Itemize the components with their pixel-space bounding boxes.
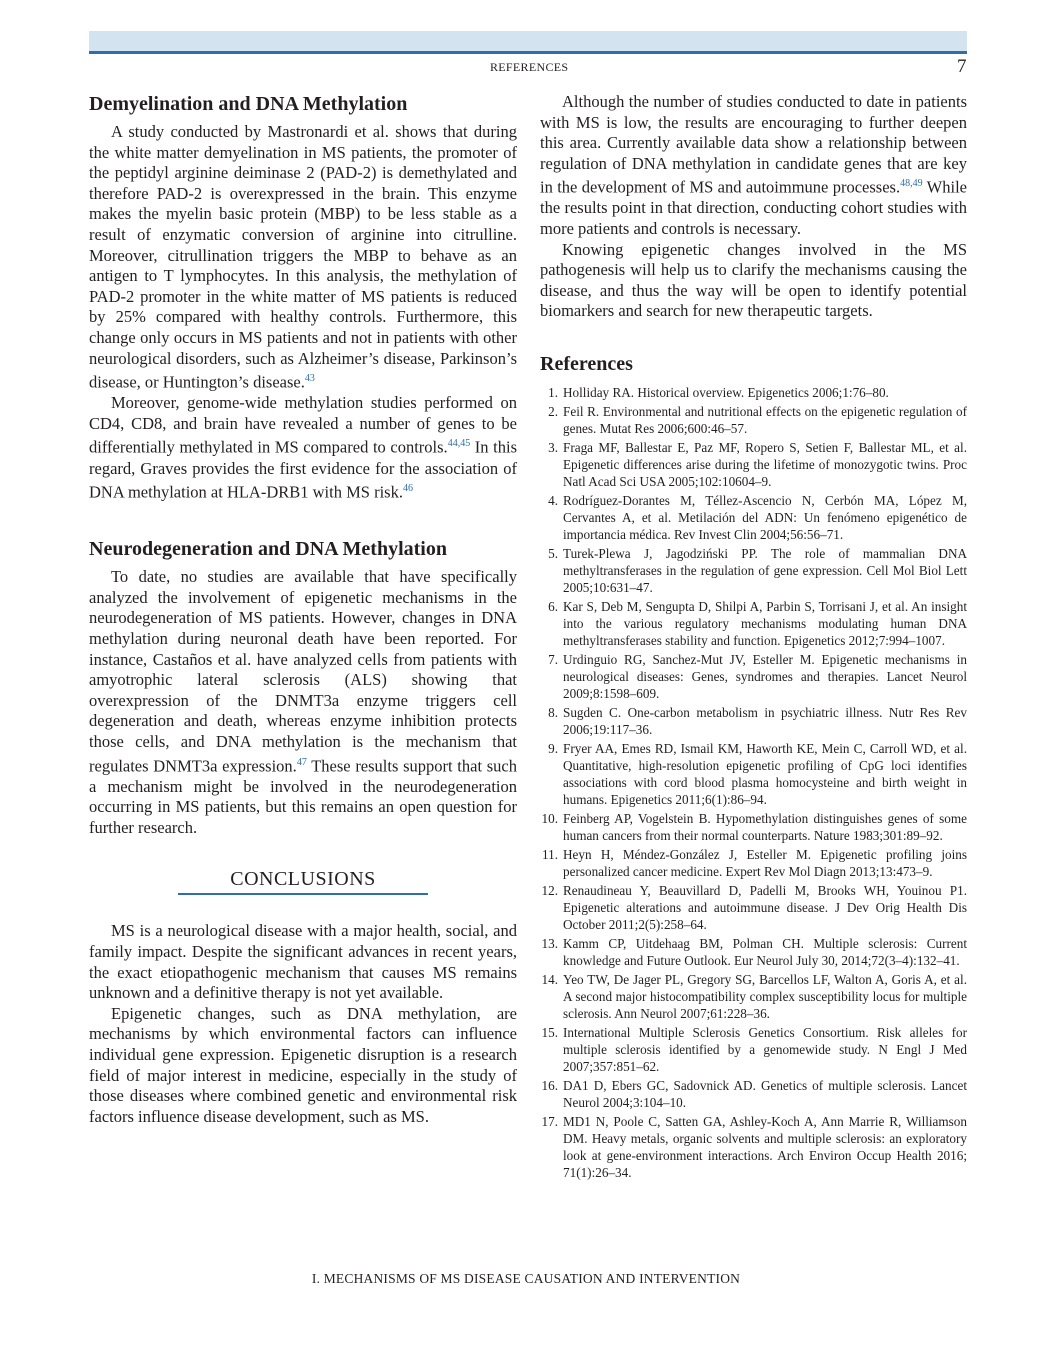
reference-number: 12. — [541, 883, 558, 899]
reference-item — [540, 1113, 967, 1181]
reference-item — [540, 935, 967, 969]
reference-number: 9. — [548, 741, 558, 757]
reference-number: 14. — [541, 972, 558, 988]
reference-item — [540, 1024, 967, 1075]
references-title: References — [540, 353, 633, 376]
reference-list — [540, 384, 967, 1181]
citation-link[interactable]: 48,49 — [900, 178, 923, 190]
reference-item — [540, 384, 967, 401]
reference-item — [540, 882, 967, 933]
reference-item — [540, 439, 967, 490]
reference-text: Heyn H, Méndez-González J, Esteller M. Epigenetic profiling joins personalized cancer medicine. Expert Rev Mol Diagn 2013;13:473–9. — [563, 847, 967, 880]
reference-item — [540, 704, 967, 738]
reference-number: 1. — [548, 385, 558, 401]
reference-text: Turek-Plewa J, Jagodziński PP. The role of mammalian DNA methyltransferases in the regulation of gene expression. Cell Mol Biol Lett 2005;10:631–47. — [563, 546, 967, 596]
reference-text: International Multiple Sclerosis Genetics Consortium. Risk alleles for multiple sclerosis identified by a genomewide study. N Engl J Med 2007;357:851–62. — [563, 1025, 967, 1075]
paragraph: To date, no studies are available that have specifically analyzed the involvement of epigenetic mechanisms in the neurodegeneration of MS patients. However, changes in DNA methylation during neuronal death have been reported. For instance, Castaños et al. have analyzed cells from patients with amyotrophic lateral sclerosis (ALS) showing that overexpression of the DNMT3a enzyme triggers cell degeneration and death, whereas enzyme inhibition protects those cells, and DNA methylation is the mechanism that regulates DNMT3a expression.$^{47}$ These results support that such a mechanism might be involved in the neurodegeneration occurring in MS patients, but this remains an open question for further research. — [89, 567, 517, 837]
reference-text: Yeo TW, De Jager PL, Gregory SG, Barcellos LF, Walton A, Goris A, et al. A second major histocompatibility complex susceptibility locus for multiple sclerosis. Ann Neurol 2007;61:228–36. — [563, 972, 967, 1022]
reference-text: Feil R. Environmental and nutritional effects on the epigenetic regulation of genes. Mutat Res 2006;600:46–57. — [563, 404, 967, 437]
reference-text: Holliday RA. Historical overview. Epigenetics 2006;1:76–80. — [563, 385, 889, 401]
header-bar — [89, 31, 967, 54]
reference-text: Fryer AA, Emes RD, Ismail KM, Haworth KE, Mein C, Carroll WD, et al. Quantitative, high-resolution epigenetic profiling of CpG loci identifies associations with cord blood plasma homocysteine and birth weight in humans. Epigenetics 2011;6(1):86–94. — [563, 741, 967, 808]
reference-number: 10. — [541, 811, 558, 827]
reference-text: Renaudineau Y, Beauvillard D, Padelli M, Brooks WH, Youinou P1. Epigenetic alterations and autoimmune disease. J Dev Orig Health Dis October 2011;2(5):258–64. — [563, 883, 967, 933]
reference-item — [540, 403, 967, 437]
paragraph: A study conducted by Mastronardi et al. shows that during the white matter demyelination in MS patients, the promoter of the peptidyl arginine deiminase 2 (PAD-2) is demethylated and therefore PAD-2 is overexpressed in the brain. This enzyme makes the myelin basic protein (MBP) to be less stable as a result of enzymatic conversion of arginine into citrulline. Moreover, citrullination triggers the MBP to behave as an antigen to T lymphocytes. In this analysis, the methylation of PAD-2 promoter in the white matter of MS patients is reduced by 25% compared with healthy controls. Furthermore, this change only occurs in MS patients and not in patients with other neurological disorders, such as Alzheimer’s disease, Parkinson’s disease, or Huntington’s disease.$^{43}$ — [89, 122, 517, 392]
page-number: 7 — [957, 56, 967, 77]
paragraph: Moreover, genome-wide methylation studies performed on CD4, CD8, and brain have revealed a number of genes to be differentially methylated in MS compared to controls.$^{44,45}$ In this regard, Graves provides the first evidence for the association of DNA methylation at HLA-DRB1 with MS risk.$^{46}$ — [89, 393, 518, 502]
paragraph: Epigenetic changes, such as DNA methylation, are mechanisms by which environmental factors can influence individual gene expression. Epigenetic disruption is a research field of major interest in medicine, especially in the study of those diseases where combined genetic and environmental risk factors influence disease development, such as MS. — [89, 1003, 517, 1126]
reference-text: Kar S, Deb M, Sengupta D, Shilpi A, Parbin S, Torrisani J, et al. An insight into the various regulatory mechanisms modulating human DNA methyltransferases stability and function. Epigenetics 2012;7:994–1007. — [563, 599, 967, 649]
reference-number: 17. — [541, 1114, 558, 1130]
conclusions-heading — [89, 868, 517, 895]
reference-number: 6. — [548, 599, 558, 615]
reference-number: 16. — [541, 1078, 558, 1094]
left-column — [89, 92, 517, 1127]
conclusions-title: CONCLUSIONS — [178, 868, 428, 895]
right-column — [540, 92, 967, 1183]
section-title-demyelination: Demyelination and DNA Methylation — [89, 93, 408, 115]
paragraph: MS is a neurological disease with a major health, social, and family impact. Despite the significant advances in recent years, the exact etiopathogenic mechanism that causes MS remains unknown and a definitive therapy is not yet available. — [89, 921, 517, 1003]
reference-number: 2. — [548, 404, 558, 420]
reference-item — [540, 971, 967, 1022]
reference-item — [540, 846, 967, 880]
reference-item — [540, 740, 967, 808]
reference-text: Rodríguez-Dorantes M, Téllez-Ascencio N, Cerbón MA, López M, Cervantes A, et al. Metilación del ADN: Un fenómeno epigenético de importancia médica. Rev Invest Clin 2004;56:56–71. — [563, 493, 967, 543]
citation-link[interactable]: 47 — [296, 756, 307, 768]
reference-text: Feinberg AP, Vogelstein B. Hypomethylation distinguishes genes of some human cancers from their normal counterparts. Nature 1983;301:89–92. — [563, 811, 967, 844]
reference-number: 15. — [541, 1025, 558, 1041]
reference-text: Urdinguio RG, Sanchez-Mut JV, Esteller M. Epigenetic mechanisms in neurological diseases: Genes, syndromes and therapies. Lancet Neurol 2009;8:1598–609. — [563, 652, 967, 702]
reference-item — [540, 651, 967, 702]
reference-text: Kamm CP, Uitdehaag BM, Polman CH. Multiple sclerosis: Current knowledge and Future Outlook. Eur Neurol July 30, 2014;72(3–4):132–41. — [563, 936, 967, 969]
paragraph: Although the number of studies conducted to date in patients with MS is low, the results are encouraging to further deepen this area. Currently available data show a relationship between regulation of DNA methylation in candidate genes that are key in the development of MS and autoimmune processes.$^{48,49}$ While the results point in that direction, conducting cohort studies with more patients and controls is necessary. — [540, 92, 967, 239]
citation-link[interactable]: 46 — [402, 483, 413, 495]
paragraph: Knowing epigenetic changes involved in the MS pathogenesis will help us to clarify the mechanisms causing the disease, and thus the way will be open to identify potential biomarkers and search for new therapeutic targets. — [540, 239, 967, 321]
reference-item — [540, 598, 967, 649]
reference-item — [540, 810, 967, 844]
reference-text: MD1 N, Poole C, Satten GA, Ashley-Koch A, Ann Marrie R, Williamson DM. Heavy metals, organic solvents and multiple sclerosis: an exploratory look at gene-environment interactions. Arch Environ Occup Health 2016; 71(1):26–34. — [563, 1114, 967, 1181]
reference-number: 3. — [548, 440, 558, 456]
reference-text: Sugden C. One-carbon metabolism in psychiatric illness. Nutr Res Rev 2006;19:117–36. — [563, 705, 967, 738]
footer-text: I. MECHANISMS OF MS DISEASE CAUSATION AND INTERVENTION — [311, 1271, 741, 1286]
reference-item — [540, 492, 967, 543]
reference-text: Fraga MF, Ballestar E, Paz MF, Ropero S, Setien F, Ballestar ML, et al. Epigenetic differences arise during the lifetime of monozygotic twins. Proc Natl Acad Sci USA 2005;102:10604–9. — [563, 440, 967, 490]
running-title: REFERENCES — [490, 60, 569, 74]
reference-number: 7. — [548, 652, 558, 668]
reference-item — [540, 545, 967, 596]
reference-number: 5. — [548, 546, 558, 562]
reference-number: 11. — [542, 847, 558, 863]
reference-number: 13. — [541, 936, 558, 952]
section-title-neurodegeneration: Neurodegeneration and DNA Methylation — [89, 538, 447, 561]
citation-link[interactable]: 44,45 — [447, 438, 471, 450]
reference-number: 8. — [548, 705, 558, 721]
reference-number: 4. — [548, 493, 558, 509]
reference-text: DA1 D, Ebers GC, Sadovnick AD. Genetics of multiple sclerosis. Lancet Neurol 2004;3:104–10. — [563, 1078, 967, 1111]
citation-link[interactable]: 43 — [304, 373, 315, 385]
reference-item — [540, 1077, 967, 1111]
